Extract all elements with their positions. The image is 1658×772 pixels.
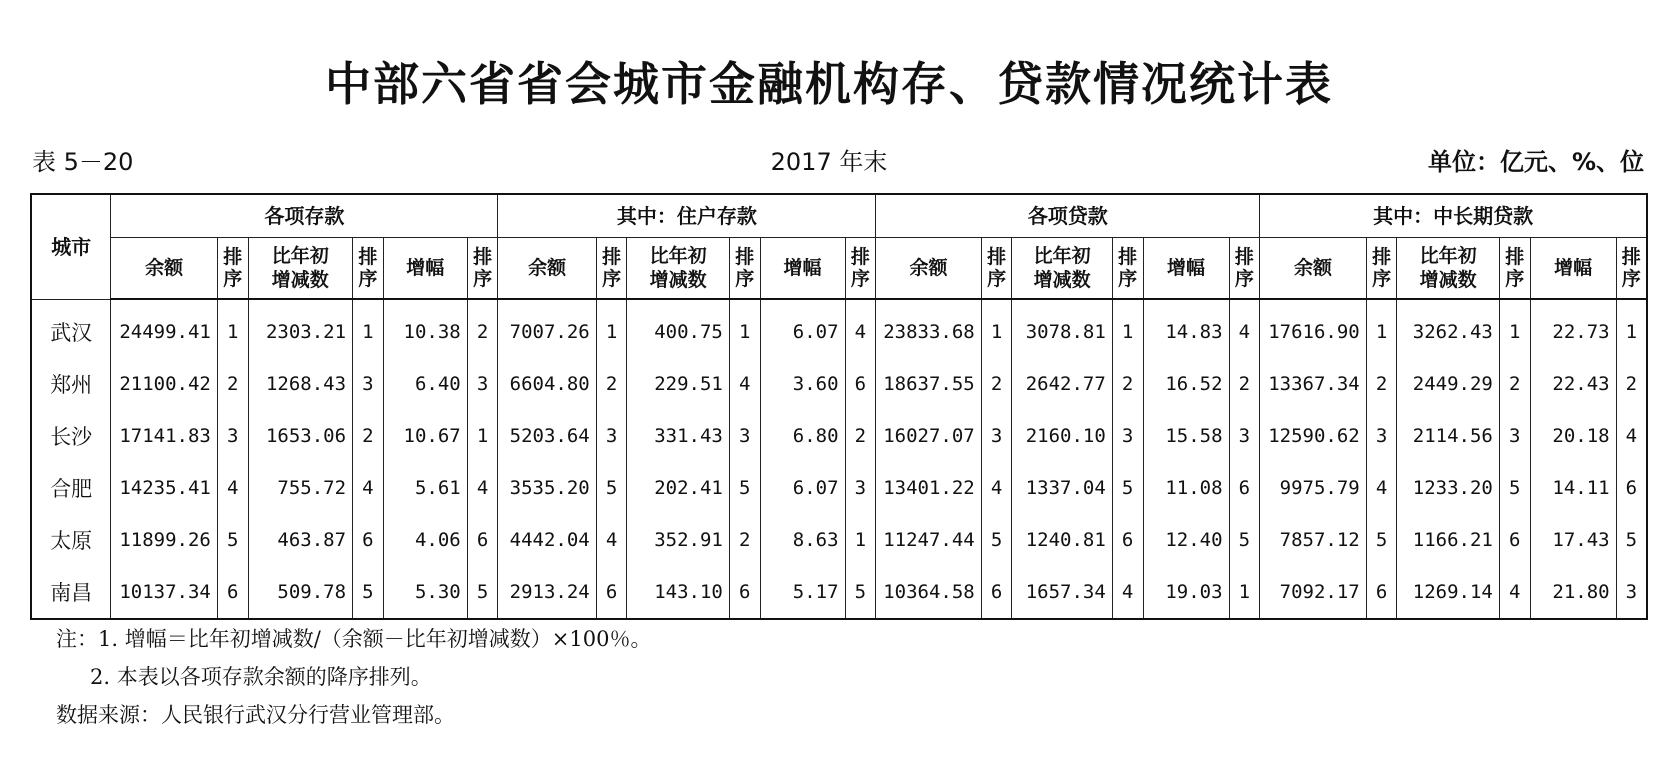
rank-cell: 5 (217, 514, 248, 566)
city-cell: 南昌 (31, 566, 111, 619)
rank-cell: 2 (1499, 358, 1530, 410)
value-cell: 4442.04 (498, 514, 596, 566)
city-cell: 长沙 (31, 410, 111, 462)
table-row (31, 358, 1647, 410)
rank-cell: 2 (596, 358, 627, 410)
rank-cell: 4 (1366, 462, 1397, 514)
rank-cell: 6 (353, 514, 384, 566)
value-cell: 2303.21 (248, 299, 352, 358)
value-cell: 2114.56 (1397, 410, 1499, 462)
rank-cell: 5 (729, 462, 760, 514)
group-header-row (31, 194, 1647, 238)
value-cell: 13401.22 (876, 462, 981, 514)
value-cell: 23833.68 (876, 299, 981, 358)
rank-cell: 6 (1616, 462, 1647, 514)
value-cell: 5.17 (760, 566, 845, 619)
value-cell: 1653.06 (248, 410, 352, 462)
rank-cell: 2 (1229, 358, 1260, 410)
rank-cell: 2 (981, 358, 1012, 410)
value-cell: 24499.41 (111, 299, 218, 358)
value-cell: 1337.04 (1012, 462, 1112, 514)
rank-cell: 4 (353, 462, 384, 514)
value-cell: 10.67 (383, 410, 467, 462)
table-number: 表 5－20 (32, 148, 134, 176)
value-cell: 6.80 (760, 410, 845, 462)
rank-cell: 3 (845, 462, 876, 514)
value-cell: 229.51 (627, 358, 729, 410)
group-header-deposits: 各项存款 (111, 194, 498, 238)
rank-cell: 5 (1229, 514, 1260, 566)
rank-header: 排 序 (596, 238, 627, 300)
rank-cell: 1 (596, 299, 627, 358)
value-cell: 1233.20 (1397, 462, 1499, 514)
value-cell: 202.41 (627, 462, 729, 514)
rank-cell: 6 (1229, 462, 1260, 514)
value-cell: 10137.34 (111, 566, 218, 619)
rank-header: 排 序 (1616, 238, 1647, 300)
value-cell: 3262.43 (1397, 299, 1499, 358)
page-title: 中部六省省会城市金融机构存、贷款情况统计表 (325, 57, 1333, 111)
rank-cell: 6 (729, 566, 760, 619)
rank-cell: 3 (981, 410, 1012, 462)
rank-cell: 6 (467, 514, 498, 566)
value-cell: 12.40 (1143, 514, 1229, 566)
rank-cell: 1 (1616, 299, 1647, 358)
value-cell: 11247.44 (876, 514, 981, 566)
value-cell: 6604.80 (498, 358, 596, 410)
value-cell: 3078.81 (1012, 299, 1112, 358)
rank-cell: 2 (1616, 358, 1647, 410)
rank-header: 排 序 (467, 238, 498, 300)
rank-cell: 5 (1366, 514, 1397, 566)
rank-cell: 6 (1499, 514, 1530, 566)
value-cell: 17616.90 (1260, 299, 1367, 358)
rank-cell: 3 (1112, 410, 1143, 462)
city-header: 城市 (31, 194, 111, 299)
statistics-table (30, 193, 1648, 620)
sub-header: 比年初 增减数 (1397, 238, 1499, 300)
group-header-long-term-loans: 其中：中长期贷款 (1260, 194, 1647, 238)
value-cell: 352.91 (627, 514, 729, 566)
note-2: 2. 本表以各项存款余额的降序排列。 (90, 665, 432, 689)
value-cell: 6.07 (760, 462, 845, 514)
value-cell: 7092.17 (1260, 566, 1367, 619)
rank-cell: 5 (981, 514, 1012, 566)
rank-cell: 2 (1112, 358, 1143, 410)
value-cell: 2913.24 (498, 566, 596, 619)
sub-header: 余额 (498, 238, 596, 300)
rank-cell: 4 (1229, 299, 1260, 358)
sub-header: 增幅 (383, 238, 467, 300)
table-body (31, 299, 1647, 619)
rank-cell: 4 (845, 299, 876, 358)
value-cell: 22.73 (1530, 299, 1616, 358)
city-cell: 合肥 (31, 462, 111, 514)
sub-header: 比年初 增减数 (627, 238, 729, 300)
rank-cell: 4 (1112, 566, 1143, 619)
rank-cell: 6 (1112, 514, 1143, 566)
rank-cell: 4 (981, 462, 1012, 514)
value-cell: 12590.62 (1260, 410, 1367, 462)
rank-cell: 1 (1499, 299, 1530, 358)
rank-header: 排 序 (845, 238, 876, 300)
rank-cell: 3 (353, 358, 384, 410)
value-cell: 18637.55 (876, 358, 981, 410)
rank-header: 排 序 (1229, 238, 1260, 300)
rank-cell: 2 (1366, 358, 1397, 410)
data-source: 数据来源：人民银行武汉分行营业管理部。 (56, 703, 455, 727)
rank-cell: 3 (1229, 410, 1260, 462)
rank-cell: 1 (217, 299, 248, 358)
value-cell: 7857.12 (1260, 514, 1367, 566)
rank-cell: 1 (1366, 299, 1397, 358)
value-cell: 509.78 (248, 566, 352, 619)
rank-cell: 6 (596, 566, 627, 619)
city-cell: 武汉 (31, 299, 111, 358)
rank-cell: 2 (729, 514, 760, 566)
group-header-household-deposits: 其中：住户存款 (498, 194, 876, 238)
sub-header: 比年初 增减数 (248, 238, 352, 300)
rank-cell: 4 (729, 358, 760, 410)
sub-header: 增幅 (760, 238, 845, 300)
sub-header: 余额 (111, 238, 218, 300)
value-cell: 16027.07 (876, 410, 981, 462)
sub-header: 比年初 增减数 (1012, 238, 1112, 300)
value-cell: 14.83 (1143, 299, 1229, 358)
value-cell: 21100.42 (111, 358, 218, 410)
value-cell: 1240.81 (1012, 514, 1112, 566)
value-cell: 463.87 (248, 514, 352, 566)
value-cell: 4.06 (383, 514, 467, 566)
value-cell: 3535.20 (498, 462, 596, 514)
rank-cell: 5 (845, 566, 876, 619)
rank-cell: 4 (467, 462, 498, 514)
rank-header: 排 序 (729, 238, 760, 300)
rank-header: 排 序 (1366, 238, 1397, 300)
rank-cell: 6 (217, 566, 248, 619)
rank-cell: 2 (467, 299, 498, 358)
sub-header: 余额 (1260, 238, 1367, 300)
rank-cell: 2 (353, 410, 384, 462)
sub-header: 增幅 (1143, 238, 1229, 300)
value-cell: 17141.83 (111, 410, 218, 462)
rank-cell: 2 (217, 358, 248, 410)
value-cell: 3.60 (760, 358, 845, 410)
rank-cell: 1 (729, 299, 760, 358)
rank-cell: 5 (467, 566, 498, 619)
city-cell: 太原 (31, 514, 111, 566)
value-cell: 143.10 (627, 566, 729, 619)
rank-cell: 1 (845, 514, 876, 566)
notes (56, 620, 651, 734)
table-row (31, 410, 1647, 462)
rank-cell: 6 (981, 566, 1012, 619)
value-cell: 1166.21 (1397, 514, 1499, 566)
city-cell: 郑州 (31, 358, 111, 410)
value-cell: 11899.26 (111, 514, 218, 566)
rank-cell: 6 (1366, 566, 1397, 619)
value-cell: 13367.34 (1260, 358, 1367, 410)
rank-cell: 5 (596, 462, 627, 514)
value-cell: 7007.26 (498, 299, 596, 358)
value-cell: 21.80 (1530, 566, 1616, 619)
rank-cell: 3 (729, 410, 760, 462)
value-cell: 6.07 (760, 299, 845, 358)
rank-cell: 1 (981, 299, 1012, 358)
value-cell: 1268.43 (248, 358, 352, 410)
value-cell: 19.03 (1143, 566, 1229, 619)
value-cell: 5.30 (383, 566, 467, 619)
value-cell: 14235.41 (111, 462, 218, 514)
group-header-loans: 各项贷款 (876, 194, 1260, 238)
table-row (31, 462, 1647, 514)
rank-cell: 5 (353, 566, 384, 619)
value-cell: 9975.79 (1260, 462, 1367, 514)
value-cell: 331.43 (627, 410, 729, 462)
value-cell: 10.38 (383, 299, 467, 358)
table-row (31, 299, 1647, 358)
rank-cell: 4 (1499, 566, 1530, 619)
rank-header: 排 序 (1112, 238, 1143, 300)
rank-cell: 1 (1229, 566, 1260, 619)
value-cell: 1269.14 (1397, 566, 1499, 619)
value-cell: 16.52 (1143, 358, 1229, 410)
rank-cell: 3 (596, 410, 627, 462)
value-cell: 755.72 (248, 462, 352, 514)
rank-cell: 1 (1112, 299, 1143, 358)
rank-cell: 5 (1499, 462, 1530, 514)
rank-cell: 4 (596, 514, 627, 566)
rank-cell: 4 (217, 462, 248, 514)
rank-cell: 3 (1616, 566, 1647, 619)
value-cell: 400.75 (627, 299, 729, 358)
value-cell: 20.18 (1530, 410, 1616, 462)
value-cell: 2449.29 (1397, 358, 1499, 410)
rank-header: 排 序 (1499, 238, 1530, 300)
value-cell: 22.43 (1530, 358, 1616, 410)
sub-header: 增幅 (1530, 238, 1616, 300)
value-cell: 11.08 (1143, 462, 1229, 514)
value-cell: 17.43 (1530, 514, 1616, 566)
value-cell: 5203.64 (498, 410, 596, 462)
note-1: 注：1. 增幅＝比年初增减数/（余额－比年初增减数）×100％。 (56, 627, 652, 651)
period-label: 2017 年末 (770, 148, 888, 176)
value-cell: 6.40 (383, 358, 467, 410)
sub-header-row (31, 238, 1647, 300)
rank-header: 排 序 (217, 238, 248, 300)
rank-cell: 3 (1499, 410, 1530, 462)
rank-cell: 3 (467, 358, 498, 410)
rank-cell: 2 (845, 410, 876, 462)
rank-cell: 5 (1112, 462, 1143, 514)
unit-label: 单位：亿元、%、位 (1427, 148, 1644, 176)
value-cell: 1657.34 (1012, 566, 1112, 619)
value-cell: 2160.10 (1012, 410, 1112, 462)
rank-cell: 3 (217, 410, 248, 462)
rank-cell: 6 (845, 358, 876, 410)
rank-cell: 4 (1616, 410, 1647, 462)
value-cell: 15.58 (1143, 410, 1229, 462)
value-cell: 14.11 (1530, 462, 1616, 514)
rank-header: 排 序 (353, 238, 384, 300)
table-row (31, 566, 1647, 619)
table-row (31, 514, 1647, 566)
rank-header: 排 序 (981, 238, 1012, 300)
value-cell: 10364.58 (876, 566, 981, 619)
rank-cell: 1 (467, 410, 498, 462)
rank-cell: 3 (1366, 410, 1397, 462)
rank-cell: 1 (353, 299, 384, 358)
rank-cell: 5 (1616, 514, 1647, 566)
sub-header: 余额 (876, 238, 981, 300)
value-cell: 8.63 (760, 514, 845, 566)
value-cell: 5.61 (383, 462, 467, 514)
value-cell: 2642.77 (1012, 358, 1112, 410)
